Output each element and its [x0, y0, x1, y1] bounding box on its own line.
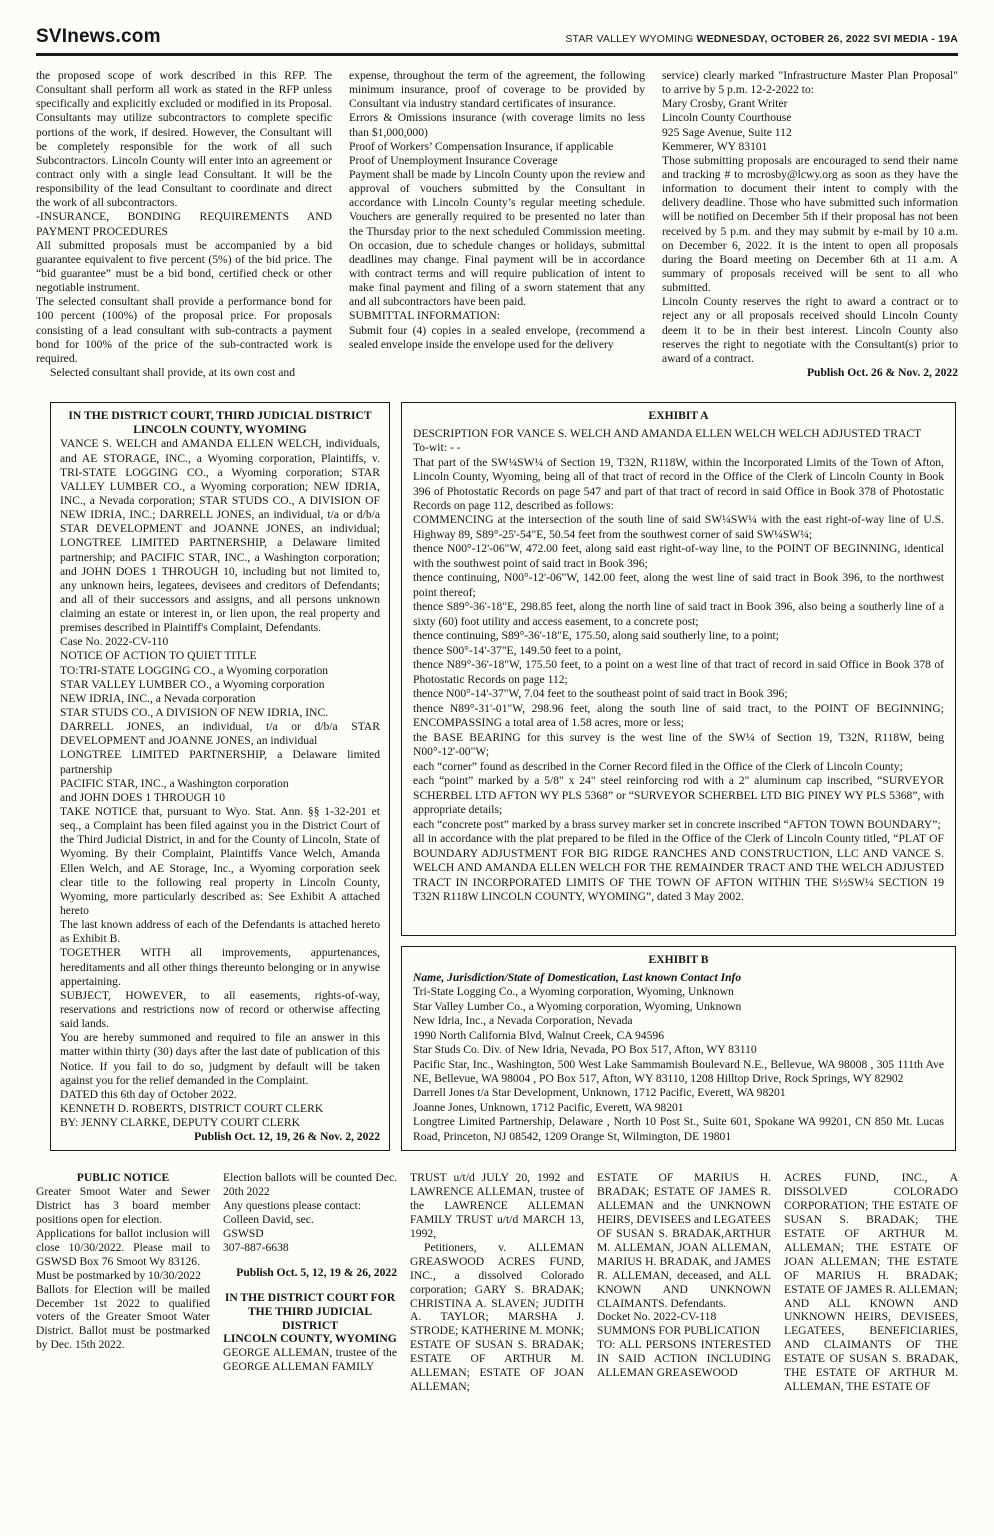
paragraph: STAR STUDS CO., A DIVISION OF NEW IDRIA, INC. [60, 706, 329, 720]
paragraph: Proof of Workers’ Compensation Insurance, if applicable [349, 139, 614, 153]
paragraph: TO:TRI-STATE LOGGING CO., a Wyoming corporation [60, 663, 329, 677]
paragraph: Election ballots will be counted Dec. 20th 2022 [223, 1171, 397, 1199]
paragraph: 925 Sage Avenue, Suite 112 [662, 125, 792, 139]
exhibit-b-body [413, 985, 944, 1144]
paragraph: SUMMONS FOR PUBLICATION [597, 1324, 760, 1338]
rfp-column-3 [662, 69, 958, 380]
paragraph: LINCOLN COUNTY, WYOMING [223, 1332, 397, 1346]
paragraph: each “concrete post” marked by a brass survey marker set in concrete inscribed “AFTON TOWN BOUNDARY”; [413, 817, 941, 831]
paragraph: DARRELL JONES, an individual, t/a or d/b/a STAR DEVELOPMENT and JOANNE JONES, an individual [60, 720, 380, 748]
masthead-info [565, 33, 958, 45]
paragraph: 307-887-6638 [223, 1240, 289, 1254]
paragraph: VANCE S. WELCH and AMANDA ELLEN WELCH, individuals, and AE STORAGE, INC., a Wyoming corporation, Plaintiffs, v. TRI-STATE LOGGING CO., a Wyoming corporation; STAR VALLEY LUMBER CO., a Wyoming corporation; NEW IDRIA, INC., a Nevada corporation; STAR STUDS CO., A DIVISION OF NEW IDRIA, INC.; DARRELL JONES, an individual, t/a or d/b/a STAR DEVELOPMENT and JOANNE JONES, an individual; LONGTREE LIMITED PARTNERSHIP, a Delaware limited partnership; and PACIFIC STAR, INC., a Washington corporation; and JOHN DOES 1 THROUGH 10, including but not limited to, any unknown heirs, legatees, devisees and creditors of Defendants; and all of their successors and assigns, and all persons unknown claiming an estate or interest in, or lien upon, the real property and premises described in Plaintiff's Complaint, Defendants. [60, 437, 380, 635]
paragraph: STAR VALLEY LUMBER CO., a Wyoming corporation [60, 677, 325, 691]
paragraph: COMMENCING at the intersection of the south line of said SW¼SW¼ with the east right-of-way line of U.S. Highway 89, S89°-25'-54"E, 50.54 feet from the southwest corner of said SW¼SW¼; [413, 513, 944, 541]
bottom-notices-section [36, 1171, 958, 1394]
paragraph: Lincoln County Courthouse [662, 111, 792, 125]
paragraph: DESCRIPTION FOR VANCE S. WELCH AND AMANDA ELLEN WELCH WELCH ADJUSTED TRACT [413, 426, 922, 440]
exhibits-stack [401, 402, 956, 1151]
paragraph: Star Studs Co. Div. of New Idria, Nevada, PO Box 517, Afton, WY 83110 [413, 1043, 757, 1057]
paragraph: All submitted proposals must be accompanied by a bid guarantee equivalent to five percent (5%) of the bid price. The “bid guarantee” must be a bid bond, certified check or other negotiable instrument. [36, 238, 332, 295]
rfp-notice-section [36, 69, 958, 380]
paragraph: Kemmerer, WY 83101 [662, 139, 768, 153]
paragraph: Colleen David, sec. [223, 1213, 314, 1227]
paragraph: TAKE NOTICE that, pursuant to Wyo. Stat. Ann. §§ 1-32-201 et seq., a Complaint has been filed against you in the District Court of the Third Judicial District, in and for the County of Lincoln, State of Wyoming. By their Complaint, Plaintiffs Vance Welch, Amanda Ellen Welch, and AE Storage, Inc., a Wyoming corporation seek clear title to the following real property in Lincoln County, Wyoming, more particularly described as: See Exhibit A attached hereto [60, 805, 380, 918]
paragraph: SUBJECT, HOWEVER, to all easements, rights-of-way, reservations and restrictions now of record or otherwise affecting said lands. [60, 988, 380, 1031]
exhibit-a-box [401, 402, 956, 936]
court-notice-title-line-2: LINCOLN COUNTY, WYOMING [133, 423, 307, 437]
bottom-column-4 [597, 1171, 771, 1394]
paragraph: TRUST u/t/d JULY 20, 1992 and LAWRENCE ALLEMAN, trustee of the LAWRENCE ALLEMAN FAMILY TRUST u/t/d MARCH 13, 1992, [410, 1171, 584, 1241]
paragraph: each “point” marked by a 5/8" x 24" steel reinforcing rod with a 2" aluminum cap inscribed, “SURVEYOR SCHERBEL LTD AFTON WY PLS 5368” or “SURVEYOR SCHERBEL LTD BIG PINEY WY PLS 5368”, with appropriate details; [413, 774, 944, 817]
paragraph: ESTATE OF MARIUS H. BRADAK; ESTATE OF JAMES R. ALLEMAN and the UNKNOWN HEIRS, DEVISEES and LEGATEES OF SUSAN S. BRADAK,ARTHUR M. ALLEMAN, JOAN ALLEMAN, MARIUS H. BRADAK, and JAMES R. ALLEMAN, deceased, and ALL KNOWN AND UNKNOWN CLAIMANTS. Defendants. [597, 1171, 771, 1310]
paragraph: NEW IDRIA, INC., a Nevada corporation [60, 691, 256, 705]
paragraph: the proposed scope of work described in this RFP. The Consultant shall perform all work as stated in the RFP unless specifically and explicitly excluded or modified in its Proposal. Consultants may utilize subcontractors to complete specific portions of the work, if desired. However, the Consultant will be completely responsible for the work of all such Subcontractors. Lincoln County will enter into an agreement or contract only with a single lead Consultant. It will be the responsibility of the lead Consultant to coordinate and direct the work of all subcontractors. [36, 69, 332, 210]
paragraph: Lincoln County reserves the right to award a contract or to reject any or all proposals received should Lincoln County deem it to be in their best interest. Lincoln County also reserves the right to negotiate with the Consultant(s) prior to award of a contract. [662, 295, 958, 365]
paragraph: thence N00°-14'-37"W, 7.04 feet to the southeast point of said tract in Book 396; [413, 687, 788, 701]
paragraph: the BASE BEARING for this survey is the west line of the SW¼ of Section 19, T32N, R118W, being N00°-12'-00"W; [413, 730, 944, 759]
paragraph: Submit four (4) copies in a sealed envelope, (recommend a sealed envelope inside the envelope used for the delivery [349, 323, 645, 351]
paragraph: Publish Oct. 5, 12, 19 & 26, 2022 [236, 1265, 397, 1279]
paragraph: Docket No. 2022-CV-118 [597, 1310, 717, 1324]
court-notice-body [60, 437, 380, 1144]
paragraph: thence N89°-31'-01"W, 298.96 feet, along the south line of said tract, to the POINT OF BEGINNING; ENCOMPASSING a total area of 1.58 acres, more or less; [413, 701, 944, 730]
paragraph: ACRES FUND, INC., A DISSOLVED COLORADO CORPORATION; THE ESTATE OF SUSAN S. BRADAK; THE ESTATE OF ARTHUR M. ALLEMAN; THE ESTATE OF JOAN ALLEMAN; THE ESTATE OF MARIUS H. BRADAK; ESTATE OF JAMES R. ALLEMAN; AND ALL KNOWN AND UNKNOWN HEIRS, DEVISEES, LEGATEES, BENEFICIARIES, AND CLAIMANTS OF THE ESTATE OF SUSAN S. BRADAK, THE ESTATE OF ARTHUR M. ALLEMAN, THE ESTATE OF [784, 1171, 958, 1393]
paragraph: Applications for ballot inclusion will close 10/30/2022. Please mail to GSWSD Box 76 Smoot Wy 83126. [36, 1227, 210, 1268]
paragraph: Errors & Omissions insurance (with coverage limits no less than $1,000,000) [349, 111, 645, 139]
paragraph: The last known address of each of the Defendants is attached hereto as Exhibit B. [60, 918, 380, 946]
bottom-column-2 [223, 1171, 397, 1394]
paragraph: LONGTREE LIMITED PARTNERSHIP, a Delaware limited partnership [60, 748, 380, 776]
paragraph: Petitioners, v. ALLEMAN GREASWOOD ACRES FUND, INC., a dissolved Colorado corporation; GARY S. BRADAK; CHRISTINA A. SLAVEN; JUDITH A. TAYLOR; MARSHA J. STRODE; KATHERINE M. MONK; ESTATE OF SUSAN S. BRADAK; ESTATE OF ARTHUR M. ALLEMAN; ESTATE OF JOAN ALLEMAN; [410, 1240, 584, 1393]
paragraph: Case No. 2022-CV-110 [60, 635, 169, 649]
bottom-column-1 [36, 1171, 210, 1394]
site-name: SVInews.com [36, 26, 161, 47]
paragraph: SUBMITTAL INFORMATION: [349, 309, 500, 323]
quiet-title-notice-box [50, 402, 390, 1151]
paragraph: Mary Crosby, Grant Writer [662, 97, 788, 111]
exhibit-a-body [413, 427, 944, 905]
paragraph: thence continuing, S89°-36'-18"E, 175.50, along said southerly line, to a point; [413, 629, 779, 643]
paragraph: TO: ALL PERSONS INTERESTED IN SAID ACTION INCLUDING ALLEMAN GREASEWOOD [597, 1338, 771, 1380]
masthead-location: STAR VALLEY WYOMING [565, 33, 694, 45]
court-notice-title-line-1: IN THE DISTRICT COURT, THIRD JUDICIAL DISTRICT [68, 409, 372, 423]
exhibit-b-box [401, 946, 956, 1151]
paragraph: IN THE DISTRICT COURT FOR THE THIRD JUDICIAL DISTRICT [224, 1290, 396, 1332]
paragraph: all in accordance with the plat prepared to be filed in the Office of the Clerk of Lincoln County titled, “PLAT OF BOUNDARY ADJUSTMENT FOR BIG RIDGE RANCHES AND CONSTRUCTION, LLC AND VANCE S. WELCH AND AMANDA ELLEN WELCH FOR THE REMAINDER TRACT AND THE WELCH ADJUSTED TRACT IN INCORPORATED LIMITS OF THE TOWN OF AFTON WITHIN THE S½SW¼ SECTION 19 T32N R118W LINCOLN COUNTY, WYOMING”, dated 3 May 2002. [413, 832, 944, 904]
paragraph: NOTICE OF ACTION TO QUIET TITLE [60, 649, 257, 663]
paragraph: GSWSD [223, 1227, 264, 1241]
paragraph: each “corner” found as described in the Corner Record filed in the Office of the Clerk of Lincoln County; [413, 759, 903, 773]
paragraph: PACIFIC STAR, INC., a Washington corporation [60, 776, 289, 790]
paragraph: and JOHN DOES 1 THROUGH 10 [60, 790, 225, 804]
paragraph: BY: JENNY CLARKE, DEPUTY COURT CLERK [60, 1116, 300, 1130]
paragraph: service) clearly marked "Infrastructure Master Plan Proposal" to arrive by 5 p.m. 12-2-2022 to: [662, 69, 958, 97]
bottom-column-5 [784, 1171, 958, 1394]
paragraph: Star Valley Lumber Co., a Wyoming corporation, Wyoming, Unknown [413, 999, 742, 1013]
paragraph: Longtree Limited Partnership, Delaware , North 10 Post St., Suite 601, Spokane WA 99201, CN 850 Mt. Lucas Road, Princeton, NJ 08542, 1209 Orange St, Wilmington, DE 19801 [413, 1115, 944, 1143]
court-notices-section [50, 402, 956, 1151]
paragraph: Greater Smoot Water and Sewer District has 3 board member positions open for election. [36, 1185, 210, 1227]
masthead-edition: SVI MEDIA - 19A [873, 33, 958, 45]
exhibit-a-title: EXHIBIT A [648, 409, 709, 423]
paragraph: You are hereby summoned and required to file an answer in this matter within thirty (30) days after the last date of publication of this Notice. If you fail to do so, judgment by default will be taken against you for the relief demanded in the Complaint. [60, 1031, 380, 1087]
bottom-column-3 [410, 1171, 584, 1394]
exhibit-b-title: EXHIBIT B [648, 953, 709, 967]
paragraph: PUBLIC NOTICE [76, 1171, 170, 1185]
paragraph: Pacific Star, Inc., Washington, 500 West Lake Sammamish Boulevard N.E., Bellevue, WA 98008 , 305 111th Ave NE, Bellevue, WA 98004 , PO Box 517, Afton, WY 83110, 1208 Hilltop Drive, Rock Springs, WY 82902 [413, 1057, 944, 1085]
rfp-column-1 [36, 69, 332, 380]
paragraph: Ballots for Election will be mailed December 1st 2022 to qualified voters of the Greater Smoot Water District. Ballot must be postmarked by Dec. 15th 2022. [36, 1282, 210, 1352]
paragraph: DATED this 6th day of October 2022. [60, 1087, 237, 1101]
paragraph: TOGETHER WITH all improvements, appurtenances, hereditaments and all other things thereunto belonging or in anywise appertaining. [60, 946, 380, 988]
paragraph: Payment shall be made by Lincoln County upon the review and approval of vouchers submitted by the Consultant in accordance with Lincoln County’s regular meeting schedule. Vouchers are generally required to be presented no later than the Thursday prior to the next scheduled Commission meeting. On occasion, due to schedule changes or holidays, submittal deadlines may change. Final payment will be in accordance with contract terms and will require publication of intent to make final payment and filing of a sworn statement that any and all subcontractors have been paid. [349, 167, 645, 309]
paragraph: Any questions please contact: [223, 1199, 362, 1213]
paragraph: thence S89°-36'-18"E, 298.85 feet, along the north line of said tract in Book 396, also being a southerly line of a sixty (60) foot utility and access easement, to a concrete post; [413, 600, 944, 628]
paragraph: Those submitting proposals are encouraged to send their name and tracking # to mcrosby@lcwy.org as soon as they have the information to document their intent to comply with the delivery deadline. Those who have submitted such information will be notified on December 5th if their proposal has not been received by 5 p.m. and they may submit by e-mail by 10 a.m. on December 6, 2022. It is the intent to open all proposals during the Board meeting on December 6th at 11 a.m. A summary of proposals received will be sent to all who submitted. [662, 153, 958, 295]
paragraph: thence S00°-14'-37"E, 149.50 feet to a point, [413, 643, 622, 657]
paragraph: Publish Oct. 12, 19, 26 & Nov. 2, 2022 [194, 1130, 380, 1144]
paragraph: Publish Oct. 26 & Nov. 2, 2022 [806, 365, 958, 379]
paragraph: -INSURANCE, BONDING REQUIREMENTS AND PAYMENT PROCEDURES [36, 210, 332, 238]
paragraph: expense, throughout the term of the agreement, the following minimum insurance, proof of coverage to be provided by Consultant via industry standard certificates of insurance. [349, 69, 645, 111]
paragraph: Joanne Jones, Unknown, 1712 Pacific, Everett, WA 98201 [413, 1100, 684, 1114]
masthead [36, 26, 958, 56]
paragraph: New Idria, Inc., a Nevada Corporation, Nevada [413, 1014, 633, 1028]
rfp-column-2 [349, 69, 645, 380]
paragraph: KENNETH D. ROBERTS, DISTRICT COURT CLERK [60, 1101, 324, 1115]
paragraph: thence continuing, N00°-12'-06"W, 142.00 feet, along the west line of said tract in Book 396, to the northwest point thereof; [413, 571, 944, 599]
paragraph: Must be postmarked by 10/30/2022 [36, 1268, 201, 1282]
paragraph: Selected consultant shall provide, at its own cost and [50, 365, 296, 379]
paragraph: Proof of Unemployment Insurance Coverage [349, 153, 558, 167]
paragraph: The selected consultant shall provide a performance bond for 100 percent (100%) of the proposal price. For proposals consisting of a lead consultant with sub-contracts a payment bond for 100% of the price of the sub-contracted work is required. [36, 295, 332, 365]
paragraph: thence N00°-12'-06"W, 472.00 feet, along said east right-of-way line, to the POINT OF BEGINNING, identical with the southwest point of said tract in Book 396; [413, 542, 944, 570]
paragraph: GEORGE ALLEMAN, trustee of the GEORGE ALLEMAN FAMILY [223, 1346, 397, 1374]
paragraph: 1990 North California Blvd, Walnut Creek, CA 94596 [413, 1028, 664, 1042]
paragraph: Darrell Jones t/a Star Development, Unknown, 1712 Pacific, Everett, WA 98201 [413, 1086, 786, 1100]
paragraph: To-wit: - - [413, 441, 461, 455]
paragraph: That part of the SW¼SW¼ of Section 19, T32N, R118W, within the Incorporated Limits of the Town of Afton, Lincoln County, Wyoming, being all of that tract of record in the Office of the Clerk of Lincoln County in Book 396 of Photostatic Records on page 547 and part of that tract of record in said Office in Book 378 of Photostatic Records on page 112, described as follows: [413, 455, 944, 512]
exhibit-b-subtitle: Name, Jurisdiction/State of Domestication, Last known Contact Info [413, 970, 742, 984]
masthead-date: WEDNESDAY, OCTOBER 26, 2022 [696, 33, 870, 45]
paragraph: thence N89°-36'-18"W, 175.50 feet, to a point on a west line of that tract of record in said Office in Book 378 of Photostatic Records on page 112; [413, 658, 944, 686]
paragraph: Tri-State Logging Co., a Wyoming corporation, Wyoming, Unknown [413, 985, 734, 999]
